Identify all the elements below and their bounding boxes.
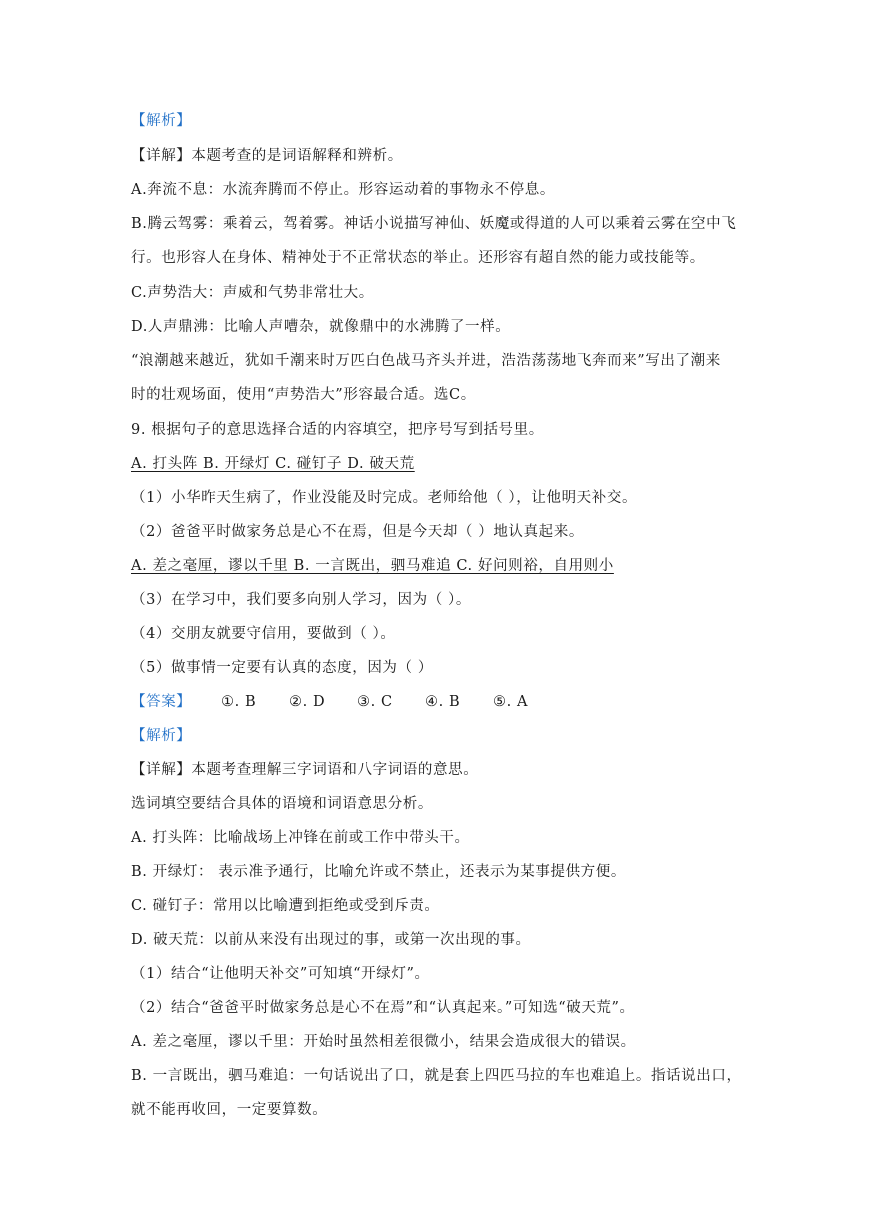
explanation-b-line2: 行。也形容人在身体、精神处于不正常状态的举止。还形容有超自然的能力或技能等。 [131, 250, 705, 266]
analysis-text-3: B. 开绿灯： 表示准予通行，比喻允许或不禁止，还表示为某事提供方便。 [131, 864, 626, 880]
explanation-b-line1: B.腾云驾雾：乘着云，驾着雾。神话小说描写神仙、妖魔或得道的人可以乘着云雾在空中飞 [131, 216, 737, 232]
sentence-2: （2）爸爸平时做家务总是心不在焉，但是今天却（ ）地认真起来。 [131, 524, 584, 540]
analysis-text-1: 选词填空要结合具体的语境和词语意思分析。 [131, 796, 433, 812]
sentence-3: （3）在学习中，我们要多向别人学习，因为（ ）。 [131, 592, 471, 608]
answer-item: ①. B [221, 694, 257, 710]
conclusion-line1: “浪潮越来越近，犹如千潮来时万匹白色战马齐头并进，浩浩荡荡地飞奔而来”写出了潮来 [131, 353, 721, 369]
analysis-text-8: A. 差之毫厘，谬以千里：开始时虽然相差很微小，结果会造成很大的错误。 [131, 1034, 636, 1050]
explanation-a: A.奔流不息：水流奔腾而不停止。形容运动着的事物永不停息。 [131, 182, 555, 198]
detail-line-2 [131, 760, 478, 780]
answer-item: ④. B [425, 694, 461, 710]
analysis-heading: 【解析】 [131, 113, 192, 129]
analysis-heading-2: 【解析】 [131, 728, 192, 744]
analysis-text-6: （1）结合“让他明天补交”可知填“开绿灯”。 [131, 966, 430, 982]
answer-line [131, 692, 561, 712]
answer-item: ⑤. A [493, 694, 529, 710]
explanation-d: D.人声鼎沸：比喻人声嘈杂，就像鼎中的水沸腾了一样。 [131, 319, 511, 335]
analysis-text-5: D. 破天荒：以前从来没有出现过的事，或第一次出现的事。 [131, 932, 531, 948]
analysis-text-7: （2）结合“爸爸平时做家务总是心不在焉”和“认真起来。”可知选“破天荒”。 [131, 1000, 635, 1016]
detail-line [131, 146, 403, 166]
sentence-5: （5）做事情一定要有认真的态度，因为（ ） [131, 660, 433, 676]
detail-tag: 【详解】 [131, 762, 192, 778]
answer-item: ②. D [289, 694, 326, 710]
detail-tag: 【详解】 [131, 148, 192, 164]
analysis-text-9: B. 一言既出，驷马难追：一句话说出了口，就是套上四匹马拉的车也难追上。指话说出口， [131, 1068, 742, 1084]
conclusion-line2: 时的壮观场面，使用“声势浩大”形容最合适。选C。 [131, 387, 476, 403]
detail-text: 本题考查理解三字词语和八字词语的意思。 [191, 762, 479, 778]
detail-text: 本题考查的是词语解释和辨析。 [191, 148, 403, 164]
analysis-text-4: C. 碰钉子：常用以比喻遭到拒绝或受到斥责。 [131, 898, 440, 914]
explanation-c: C.声势浩大：声威和气势非常壮大。 [131, 285, 374, 301]
word-options-2: A. 差之毫厘，谬以千里 B. 一言既出，驷马难追 C. 好问则裕，自用则小 [131, 558, 614, 574]
analysis-text-10: 就不能再收回，一定要算数。 [131, 1102, 328, 1118]
answer-item: ③. C [357, 694, 393, 710]
sentence-1: （1）小华昨天生病了，作业没能及时完成。老师给他（ ），让他明天补交。 [131, 490, 638, 506]
question-9-stem: 9. 根据句子的意思选择合适的内容填空，把序号写到括号里。 [131, 422, 544, 438]
answer-tag: 【答案】 [131, 694, 192, 710]
analysis-text-2: A. 打头阵：比喻战场上冲锋在前或工作中带头干。 [131, 830, 470, 846]
sentence-4: （4）交朋友就要守信用，要做到（ ）。 [131, 626, 396, 642]
word-options-1: A. 打头阵 B. 开绿灯 C. 碰钉子 D. 破天荒 [131, 456, 415, 472]
